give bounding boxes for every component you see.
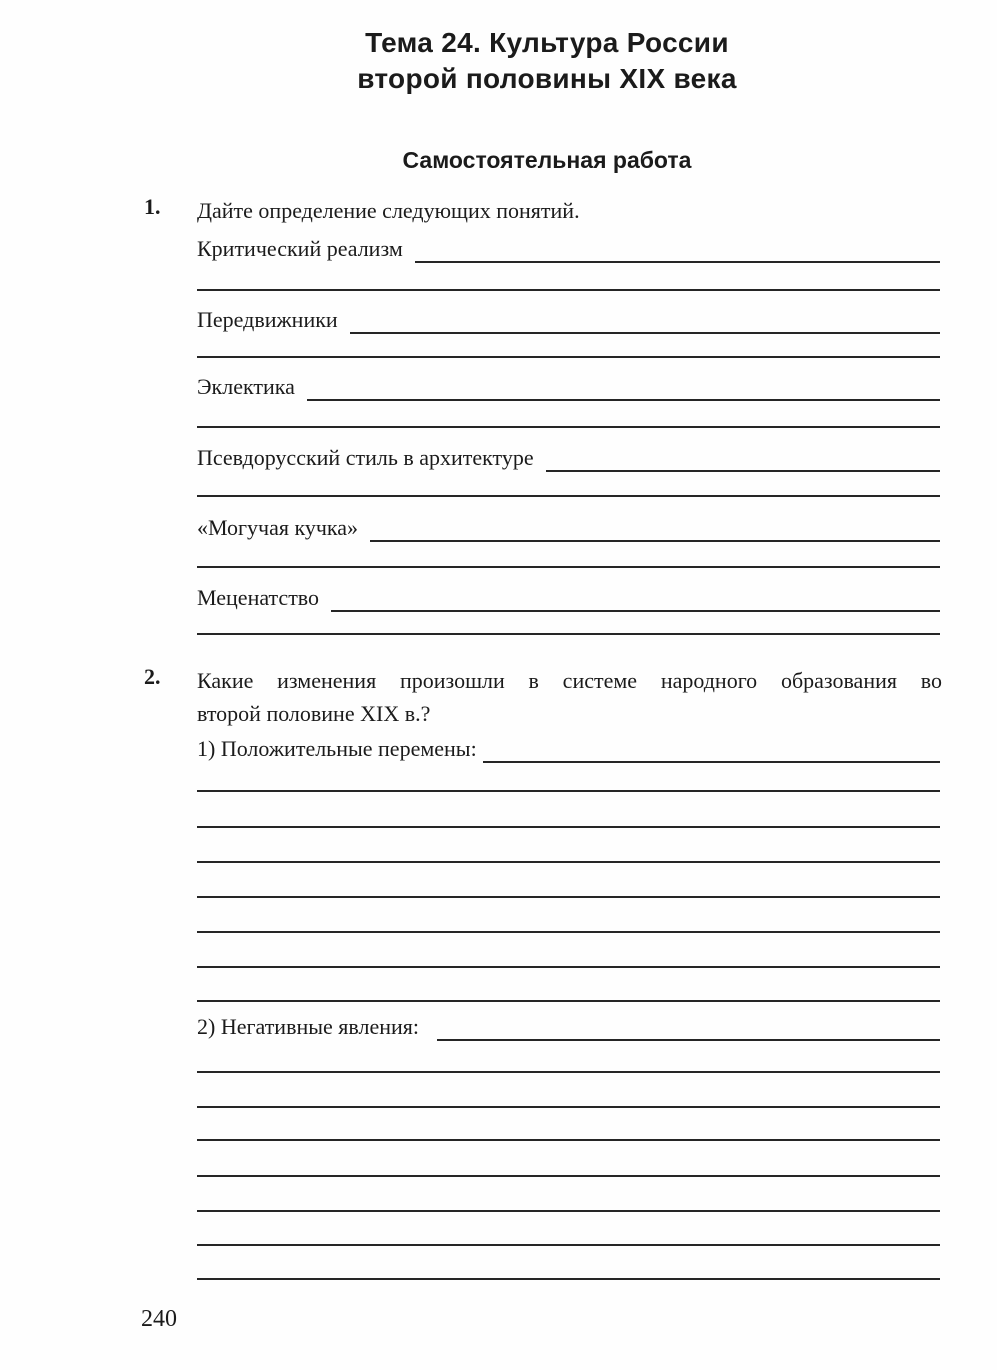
answer-line bbox=[197, 931, 940, 933]
section-title: Самостоятельная работа bbox=[402, 147, 692, 173]
answer-line bbox=[197, 356, 940, 358]
term-row bbox=[197, 511, 940, 542]
term-label: Передвижники bbox=[197, 307, 338, 332]
term-row bbox=[197, 232, 940, 263]
page-title-line1: Тема 24. Культура России bbox=[365, 27, 729, 58]
page-title-line2: второй половины XIX века bbox=[357, 63, 737, 94]
answer-line bbox=[197, 566, 940, 568]
answer-line bbox=[197, 1071, 940, 1073]
subitem-label: 1) Положительные перемены: bbox=[197, 736, 477, 761]
answer-line bbox=[437, 1038, 940, 1041]
answer-line bbox=[483, 760, 940, 763]
answer-line bbox=[197, 896, 940, 898]
answer-line bbox=[197, 1106, 940, 1108]
term-row bbox=[197, 581, 940, 612]
answer-line bbox=[370, 539, 940, 542]
term-label: Эклектика bbox=[197, 374, 295, 399]
answer-line bbox=[197, 633, 940, 635]
answer-line bbox=[197, 426, 940, 428]
page-number: 240 bbox=[141, 1306, 177, 1332]
question-2-number: 2. bbox=[144, 664, 161, 689]
question-1-text: Дайте определение следующих понятий. bbox=[197, 198, 580, 223]
answer-line bbox=[197, 966, 940, 968]
answer-line bbox=[307, 398, 940, 401]
answer-line bbox=[415, 260, 940, 263]
term-label: Меценатство bbox=[197, 585, 320, 610]
answer-line bbox=[197, 1175, 940, 1177]
subitem-row bbox=[197, 1015, 940, 1041]
term-label: «Могучая кучка» bbox=[197, 515, 359, 540]
question-1-number: 1. bbox=[144, 194, 161, 219]
term-label: Критический реализм bbox=[197, 236, 403, 261]
answer-line bbox=[197, 861, 940, 863]
answer-line bbox=[546, 469, 940, 472]
term-row bbox=[197, 303, 940, 334]
answer-line bbox=[197, 1244, 940, 1246]
question-2-text-line1: Какие изменения произошли в системе народного образования во bbox=[197, 668, 942, 693]
answer-line bbox=[197, 1000, 940, 1002]
answer-line bbox=[197, 1278, 940, 1280]
answer-line bbox=[350, 331, 940, 334]
term-row bbox=[197, 441, 940, 472]
subitem-label: 2) Негативные явления: bbox=[197, 1014, 420, 1039]
answer-line bbox=[197, 826, 940, 828]
answer-line bbox=[197, 289, 940, 291]
answer-line bbox=[331, 609, 940, 612]
answer-line bbox=[197, 1210, 940, 1212]
term-row bbox=[197, 370, 940, 401]
question-2-text bbox=[197, 664, 942, 730]
answer-line bbox=[197, 790, 940, 792]
question-2-text-line2: второй половине XIX в.? bbox=[197, 701, 431, 726]
subitem-row bbox=[197, 737, 940, 763]
answer-line bbox=[197, 495, 940, 497]
term-label: Псевдорусский стиль в архитектуре bbox=[197, 445, 534, 470]
answer-line bbox=[197, 1139, 940, 1141]
